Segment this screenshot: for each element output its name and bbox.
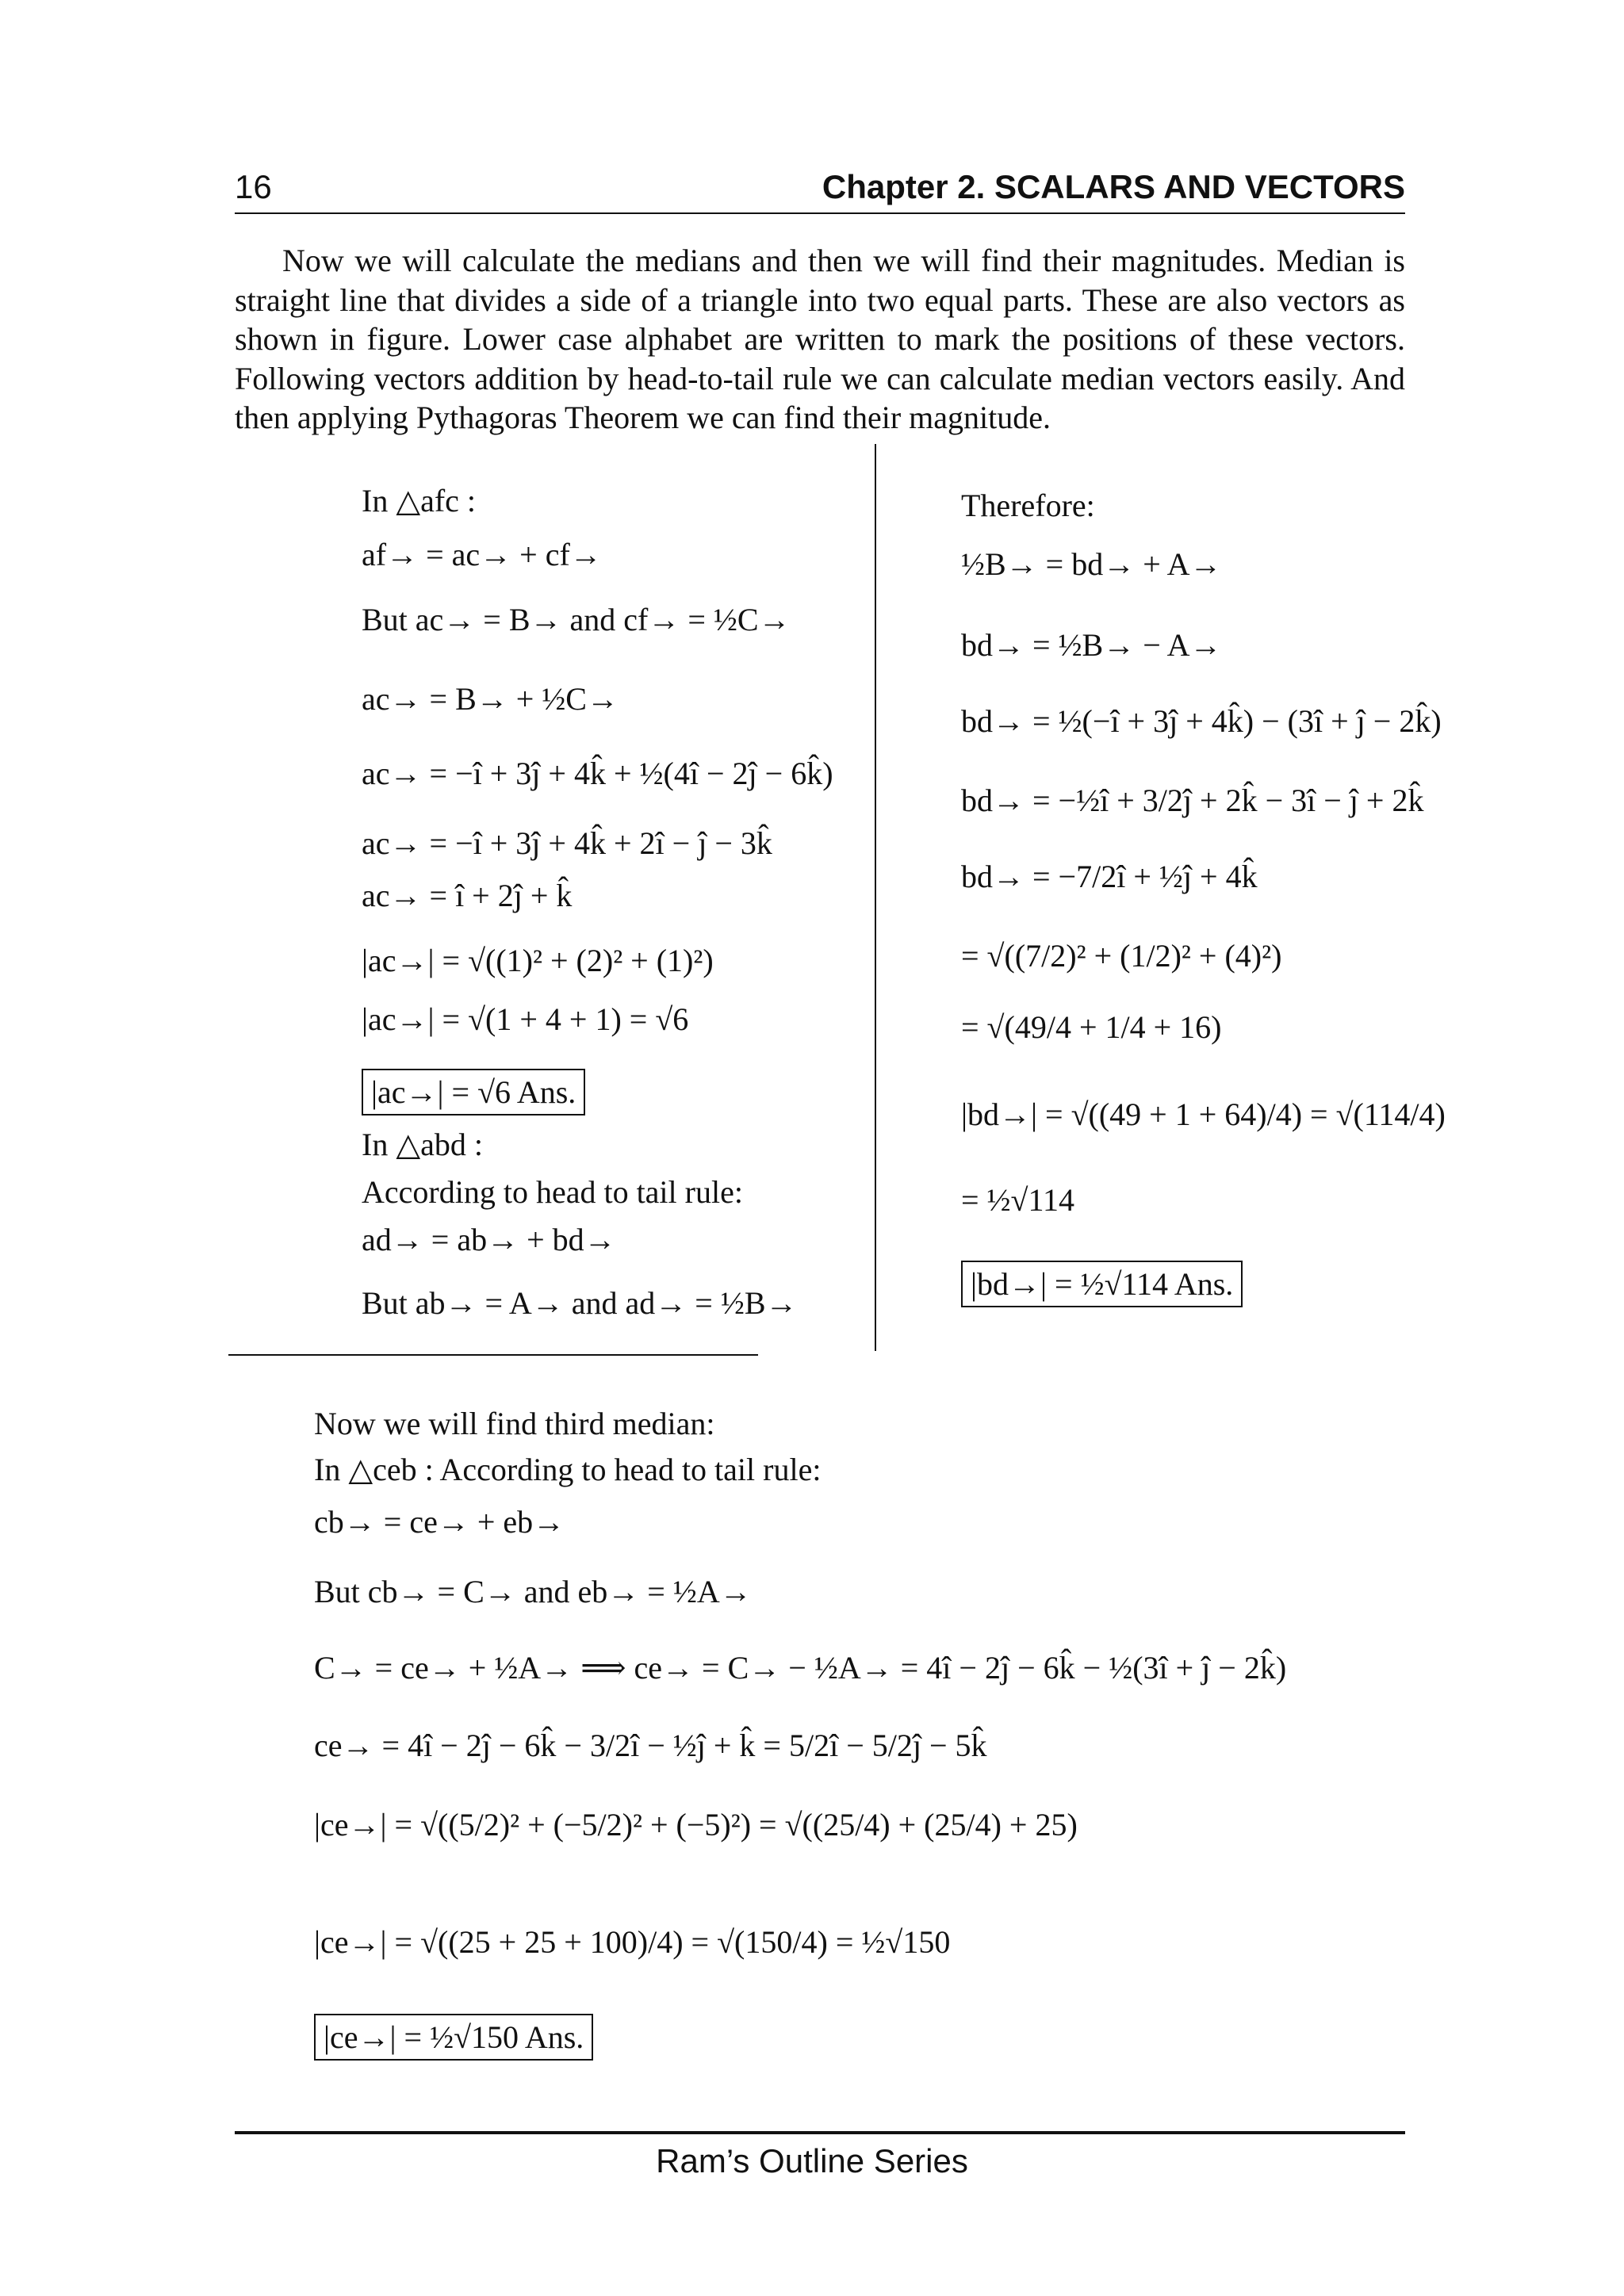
right-column-line: bd→ = ½B→ − A→ (961, 627, 1222, 663)
left-column-line: |ac→| = √((1)² + (2)² + (1)²) (362, 943, 714, 978)
right-column-line: |bd→| = √((49 + 1 + 64)/4) = √(114/4) (961, 1096, 1446, 1132)
left-column-line: ac→ = î + 2ĵ + k̂ (362, 878, 573, 913)
intro-text: Now we will calculate the medians and then we will find their magnitudes. Median is straight line that divides a side of a triangle into two equal parts. These are also vectors as shown in figure. Lower case alphabet are written to mark the positions of these vectors. Following vectors addition by head-to-tail rule we can calculate median vectors easily. And then applying Pythagoras Theorem we can find their magnitude. (235, 243, 1405, 435)
intro-paragraph (235, 241, 1405, 438)
third-median-line: cb→ = ce→ + eb→ (314, 1504, 565, 1540)
footer-rule (235, 2131, 1405, 2134)
footer-text: Ram’s Outline Series (656, 2142, 968, 2179)
third-median-line: In △ceb : According to head to tail rule: (314, 1452, 822, 1487)
left-column-line: ac→ = −î + 3ĵ + 4k̂ + 2î − ĵ − 3k̂ (362, 825, 772, 861)
left-column-rule (228, 1354, 758, 1356)
left-column-line: In △afc : (362, 483, 477, 519)
right-column-line: = ½√114 (961, 1182, 1075, 1218)
right-column-line: bd→ = −7/2î + ½ĵ + 4k̂ (961, 859, 1258, 894)
right-column-line: = √(49/4 + 1/4 + 16) (961, 1009, 1222, 1045)
left-column-line: ad→ = ab→ + bd→ (362, 1222, 616, 1257)
page-number: 16 (235, 168, 272, 205)
left-column-line: af→ = ac→ + cf→ (362, 537, 602, 572)
right-column-line: Therefore: (961, 488, 1095, 523)
left-column-line: |ac→| = √6 Ans. (362, 1069, 585, 1115)
third-median-line: |ce→| = ½√150 Ans. (314, 2014, 593, 2061)
right-column-line: bd→ = −½î + 3/2ĵ + 2k̂ − 3î − ĵ + 2k̂ (961, 783, 1424, 818)
left-column-line: According to head to tail rule: (362, 1174, 743, 1210)
right-column-line: |bd→| = ½√114 Ans. (961, 1261, 1243, 1307)
third-median-line: |ce→| = √((25 + 25 + 100)/4) = √(150/4) = ½√150 (314, 1924, 951, 1960)
left-column-line: But ac→ = B→ and cf→ = ½C→ (362, 602, 791, 637)
chapter-title: Chapter 2. SCALARS AND VECTORS (822, 168, 1405, 205)
third-median-line: ce→ = 4î − 2ĵ − 6k̂ − 3/2î − ½ĵ + k̂ = 5/2î − 5/2ĵ − 5k̂ (314, 1728, 987, 1763)
right-column-line: = √((7/2)² + (1/2)² + (4)²) (961, 938, 1282, 974)
left-column-line: ac→ = B→ + ½C→ (362, 681, 619, 717)
third-median-line: |ce→| = √((5/2)² + (−5/2)² + (−5)²) = √((25/4) + (25/4) + 25) (314, 1807, 1078, 1843)
left-column-line: In △abd : (362, 1127, 483, 1162)
left-column-line: ac→ = −î + 3ĵ + 4k̂ + ½(4î − 2ĵ − 6k̂) (362, 756, 833, 791)
column-divider (875, 444, 876, 1351)
header-rule (235, 212, 1405, 214)
right-column-line: ½B→ = bd→ + A→ (961, 546, 1222, 582)
right-column-line: bd→ = ½(−î + 3ĵ + 4k̂) − (3î + ĵ − 2k̂) (961, 703, 1442, 739)
third-median-line: Now we will find third median: (314, 1406, 715, 1441)
third-median-line: But cb→ = C→ and eb→ = ½A→ (314, 1574, 752, 1609)
left-column-line: But ab→ = A→ and ad→ = ½B→ (362, 1285, 798, 1321)
third-median-line: C→ = ce→ + ½A→ ⟹ ce→ = C→ − ½A→ = 4î − 2ĵ − 6k̂ − ½(3î + ĵ − 2k̂) (314, 1650, 1287, 1686)
left-column-line: |ac→| = √(1 + 4 + 1) = √6 (362, 1001, 689, 1037)
